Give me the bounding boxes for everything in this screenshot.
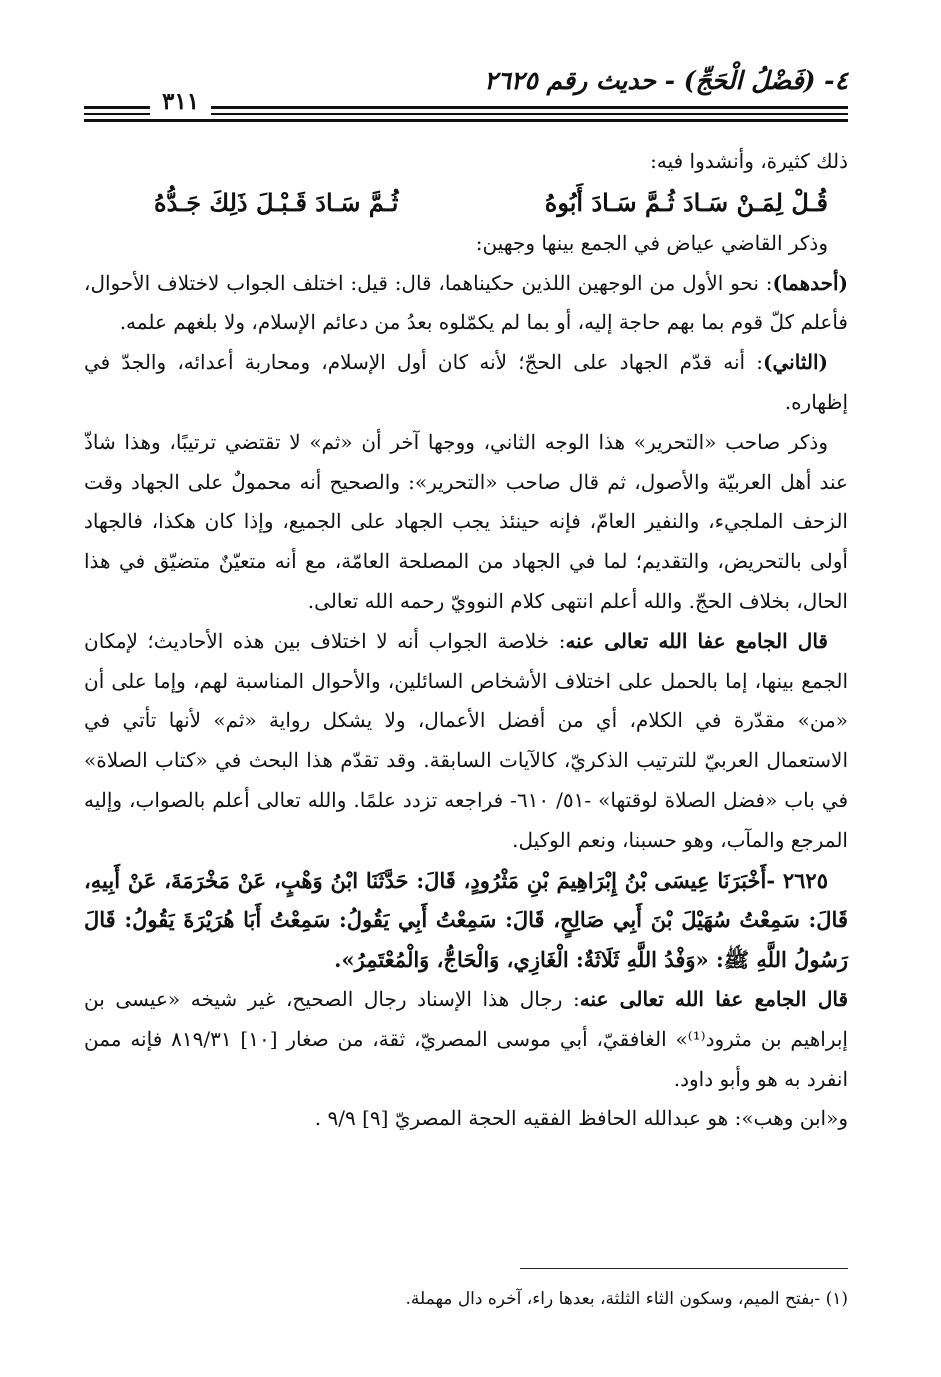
header-rule-bottom: [84, 119, 848, 122]
paragraph-iyad: وذكر القاضي عياض في الجمع بينها وجهين:: [475, 230, 828, 255]
paragraph-compiler-note: [84, 622, 848, 861]
first-view-text: : نحو الأول من الوجهين اللذين حكيناهما، قال: قيل: اختلف الجواب لاختلاف الأحوال، فأعلم كلّ قوم بما بهم حاجة إليه، أو بما لم يكمّلوه بعدُ من دعائم الإسلام، ولا بلغهم علمه.: [84, 270, 848, 335]
compiler-note-label: قال الجامع عفا الله تعالى عنه: [565, 628, 828, 653]
page-number: ٣١١: [150, 88, 211, 115]
paragraph-tahrir: وذكر صاحب «التحرير» هذا الوجه الثاني، ووجها آخر أن «ثم» لا تقتضي ترتيبًا، وهذا شاذّ عند أهل العربيّة والأصول، ثم قال صاحب «التحرير»: والصحيح أنه محمولٌ على الجهاد وقت الزحف الملجيء، والنفير العامّ، فإنه حينئذ يجب الجهاد على الجميع، وإذا كان هكذا، فالجهاد أولى بالتحريض، والتقديم؛ لما في الجهاد من المصلحة العامّة، مع أنه متعيّنٌ متضيّق في هذا الحال، بخلاف الحجّ. والله أعلم انتهى كلام النوويّ رحمه الله تعالى.: [84, 429, 848, 613]
paragraph-intro: ذلك كثيرة، وأنشدوا فيه:: [650, 149, 848, 173]
main-text: [84, 142, 848, 1139]
footnote-rule: [520, 1268, 848, 1269]
hadith-text: ٢٦٢٥ -أَخْبَرَنَا عِيسَى بْنُ إِبْرَاهِيمَ بْنِ مَثْرُودٍ، قَالَ: حَدَّثَنَا ابْنُ وَهْبٍ، عَنْ مَخْرَمَةَ، عَنْ أَبِيهِ، قَالَ: سَمِعْتُ سُهَيْلَ بْنَ أَبِي صَالِحٍ، قَالَ: سَمِعْتُ أَبِي يَقُولُ: سَمِعْتُ أَبَا هُرَيْرَةَ يَقُولُ: قَالَ رَسُولُ اللَّهِ ﷺ: «وَفْدُ اللَّهِ ثَلَاثَةٌ: الْغَازِي، وَالْحَاجُّ، وَالْمُعْتَمِرُ».: [84, 867, 848, 973]
footnote: (١) -بفتح الميم، وسكون الثاء الثلثة، بعدها راء، آخره دال مهملة.: [405, 1289, 848, 1309]
verse-second-hemistich: ثُـمَّ سَـادَ قَـبْـلَ ذَلِكَ جَـدُّهُ: [154, 187, 399, 217]
verse-first-hemistich: قُـلْ لِمَـنْ سَـادَ ثُـمَّ سَـادَ أَبُوهُ: [544, 187, 828, 217]
compiler-note-text: : خلاصة الجواب أنه لا اختلاف بين هذه الأحاديث؛ لإمكان الجمع بينها، إما بالحمل على اختلاف الأشخاص السائلين، والأحوال المناسبة لهم، وإما على أن «من» مقدّرة في الكلام، أي من أفضل الأعمال، ولا يشكل رواية «ثم» لأنها تأتي في الاستعمال العربيّ للترتيب الذكريّ، كالآيات السابقة. وقد تقدّم هذا البحث في «كتاب الصلاة» في باب «فضل الصلاة لوقتها» -٥١/ ٦١٠- فراجعه تزدد علمًا. والله تعالى أعلم بالصواب، وإليه المرجع والمآب، وهو حسبنا، ونعم الوكيل.: [84, 628, 848, 852]
paragraph-isnad-note: [84, 980, 848, 1099]
first-view-label: (أحدهما): [772, 270, 848, 295]
paragraph-first-view: [84, 264, 848, 344]
second-view-label: (الثاني): [763, 350, 828, 375]
isnad-note-label: قال الجامع عفا الله تعالى عنه: [579, 986, 849, 1011]
isnad-note-text: : رجال هذا الإسناد رجال الصحيح، غير شيخه «عيسى بن إبراهيم بن مثرود⁽¹⁾» الغافقيّ، أبي موسى المصريّ، ثقة، من صغار [١٠] ٨١٩/٣١ فإنه ممن انفرد به هو وأبو داود.: [84, 986, 848, 1091]
second-view-text: : أنه قدّم الجهاد على الحجّ؛ لأنه كان أول الإسلام، ومحاربة أعدائه، والجدّ في إظهاره.: [84, 350, 848, 414]
paragraph-second-view: [84, 343, 848, 423]
running-title: ٤- (فَضْلُ الْحَجِّ) - حديث رقم ٢٦٢٥: [484, 66, 848, 95]
paragraph-ibn-wahb: و«ابن وهب»: هو عبدالله الحافظ الفقيه الحجة المصريّ [٩] ٩/٩ .: [314, 1106, 848, 1131]
poetry-verse: [84, 182, 848, 224]
